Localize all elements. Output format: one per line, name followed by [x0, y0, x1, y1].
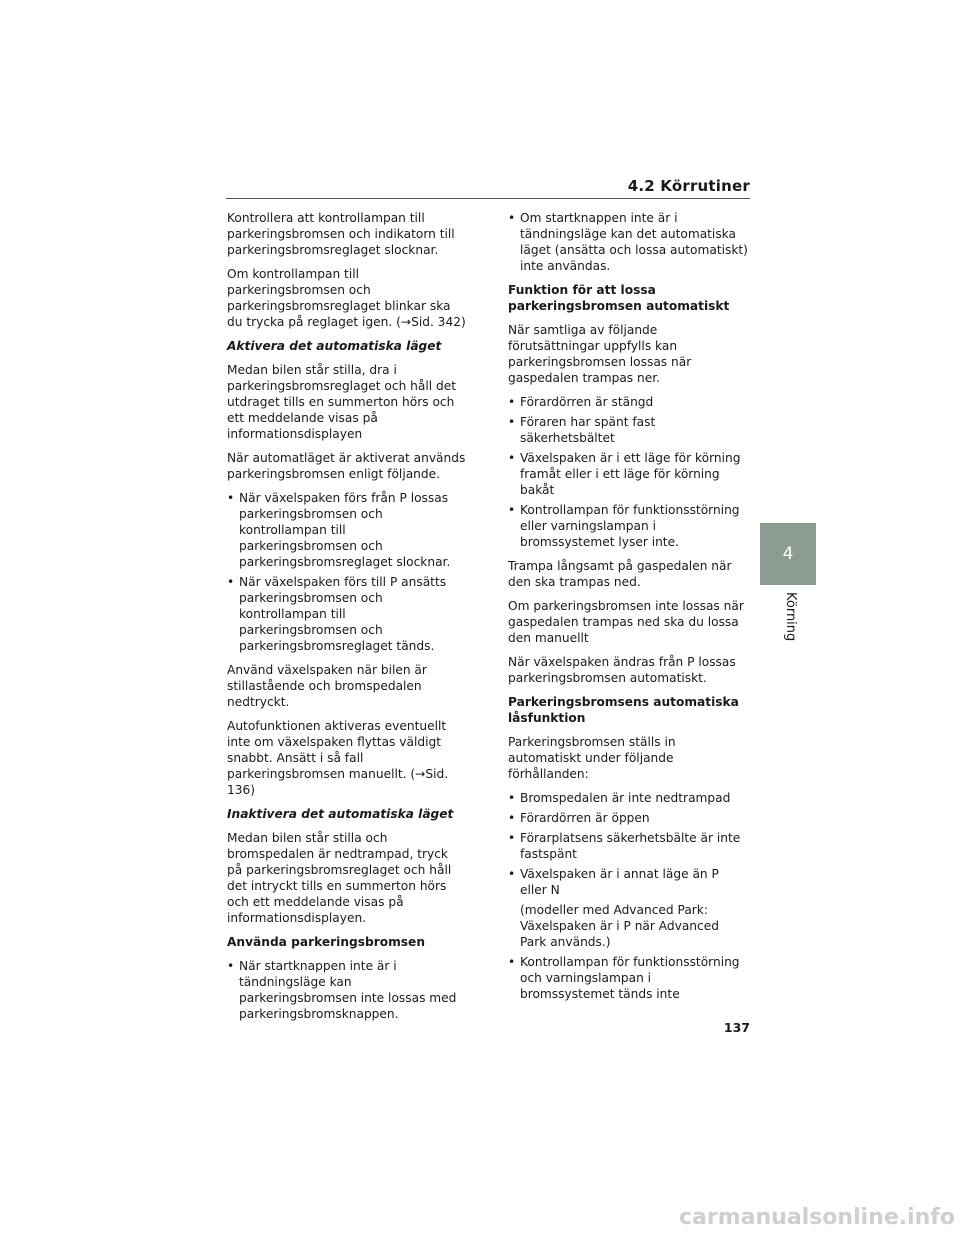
paragraph: Om parkeringsbromsen inte lossas när gaspedalen trampas ned ska du lossa den manuellt: [508, 599, 744, 645]
bullet-list: [508, 394, 748, 550]
bullet-list: [508, 790, 748, 1002]
list-item: • Föraren har spänt fast säkerhetsbältet: [508, 414, 748, 446]
paragraph: När automatläget är aktiverat används parkeringsbromsen enligt följande.: [227, 451, 466, 481]
list-item: • Förarplatsens säkerhetsbälte är inte fastspänt: [508, 830, 748, 862]
paragraph: Medan bilen står stilla, dra i parkeringsbromsreglaget och håll det utdraget tills en summerton hörs och ett meddelande visas på informationsdisplayen: [227, 363, 457, 441]
left-column: [227, 210, 467, 1030]
bullet-list: [508, 210, 748, 274]
list-item: • Kontrollampan för funktionsstörning eller varningslampan i bromssystemet lyser inte.: [508, 502, 748, 550]
list-item: • Växelspaken är i ett läge för körning framåt eller i ett läge för körning bakåt: [508, 450, 748, 498]
list-item-note: (modeller med Advanced Park: Växelspaken är i P när Advanced Park används.): [520, 903, 719, 949]
paragraph: Trampa långsamt på gaspedalen när den ska trampas ned.: [508, 559, 732, 589]
list-item: • När startknappen inte är i tändningsläge kan parkeringsbromsen inte lossas med parkeringsbromsknappen.: [227, 958, 467, 1022]
chapter-tab: [760, 523, 816, 585]
paragraph: Parkeringsbromsen ställs in automatiskt under följande förhållanden:: [508, 735, 676, 781]
bullet-list: [227, 958, 467, 1022]
watermark: carmanualsonline.info: [679, 1205, 955, 1230]
list-item: • Om startknappen inte är i tändningsläge kan det automatiska läget (ansätta och lossa automatiskt) inte användas.: [508, 210, 748, 274]
subheading-use-brake: Använda parkeringsbromsen: [227, 935, 425, 949]
paragraph: Medan bilen står stilla och bromspedalen är nedtrampad, tryck på parkeringsbromsreglaget och håll det intryckt tills en summerton hörs och ett meddelande visas på informationsdisplayen.: [227, 831, 452, 925]
paragraph: När samtliga av följande förutsättningar uppfylls kan parkeringsbromsen lossas när gaspedalen trampas ner.: [508, 323, 692, 385]
list-item: • När växelspaken förs från P lossas parkeringsbromsen och kontrollampan till parkeringsbromsen och parkeringsbromsreglaget slocknar.: [227, 490, 467, 570]
paragraph: Kontrollera att kontrollampan till parkeringsbromsen och indikatorn till parkeringsbromsreglaget slocknar.: [227, 211, 455, 257]
subheading-auto-release: Funktion för att lossa parkeringsbromsen automatiskt: [508, 283, 730, 313]
paragraph: Autofunktionen aktiveras eventuellt inte om växelspaken flyttas väldigt snabbt. Ansätt i så fall parkeringsbromsen manuellt. (→Sid. 136): [227, 719, 449, 797]
chapter-label: Körning: [783, 592, 798, 642]
page-number: 137: [723, 1020, 750, 1035]
section-title: 4.2 Körrutiner: [627, 177, 750, 195]
list-item: • Förardörren är öppen: [508, 810, 748, 826]
right-column: [508, 210, 748, 1010]
subheading-auto-lock: Parkeringsbromsens automatiska låsfunktion: [508, 695, 739, 725]
list-item-text: Växelspaken är i annat läge än P eller N: [520, 867, 719, 897]
paragraph: Om kontrollampan till parkeringsbromsen och parkeringsbromsreglaget blinkar ska du trycka på reglaget igen. (→Sid. 342): [227, 267, 466, 329]
list-item: • Förardörren är stängd: [508, 394, 748, 410]
list-item: • När växelspaken förs till P ansätts parkeringsbromsen och kontrollampan till parkeringsbromsen och parkeringsbromsreglaget tänds.: [227, 574, 467, 654]
paragraph: Använd växelspaken när bilen är stillastående och bromspedalen nedtryckt.: [227, 663, 427, 709]
header-divider: [226, 198, 750, 199]
subheading-activate-auto: Aktivera det automatiska läget: [227, 339, 442, 353]
list-item: • Bromspedalen är inte nedtrampad: [508, 790, 748, 806]
list-item: [508, 866, 748, 950]
bullet-list: [227, 490, 467, 654]
paragraph: När växelspaken ändras från P lossas parkeringsbromsen automatiskt.: [508, 655, 736, 685]
list-item: • Kontrollampan för funktionsstörning och varningslampan i bromssystemet tänds inte: [508, 954, 748, 1002]
subheading-deactivate-auto: Inaktivera det automatiska läget: [227, 807, 454, 821]
chapter-number: 4: [782, 544, 794, 564]
